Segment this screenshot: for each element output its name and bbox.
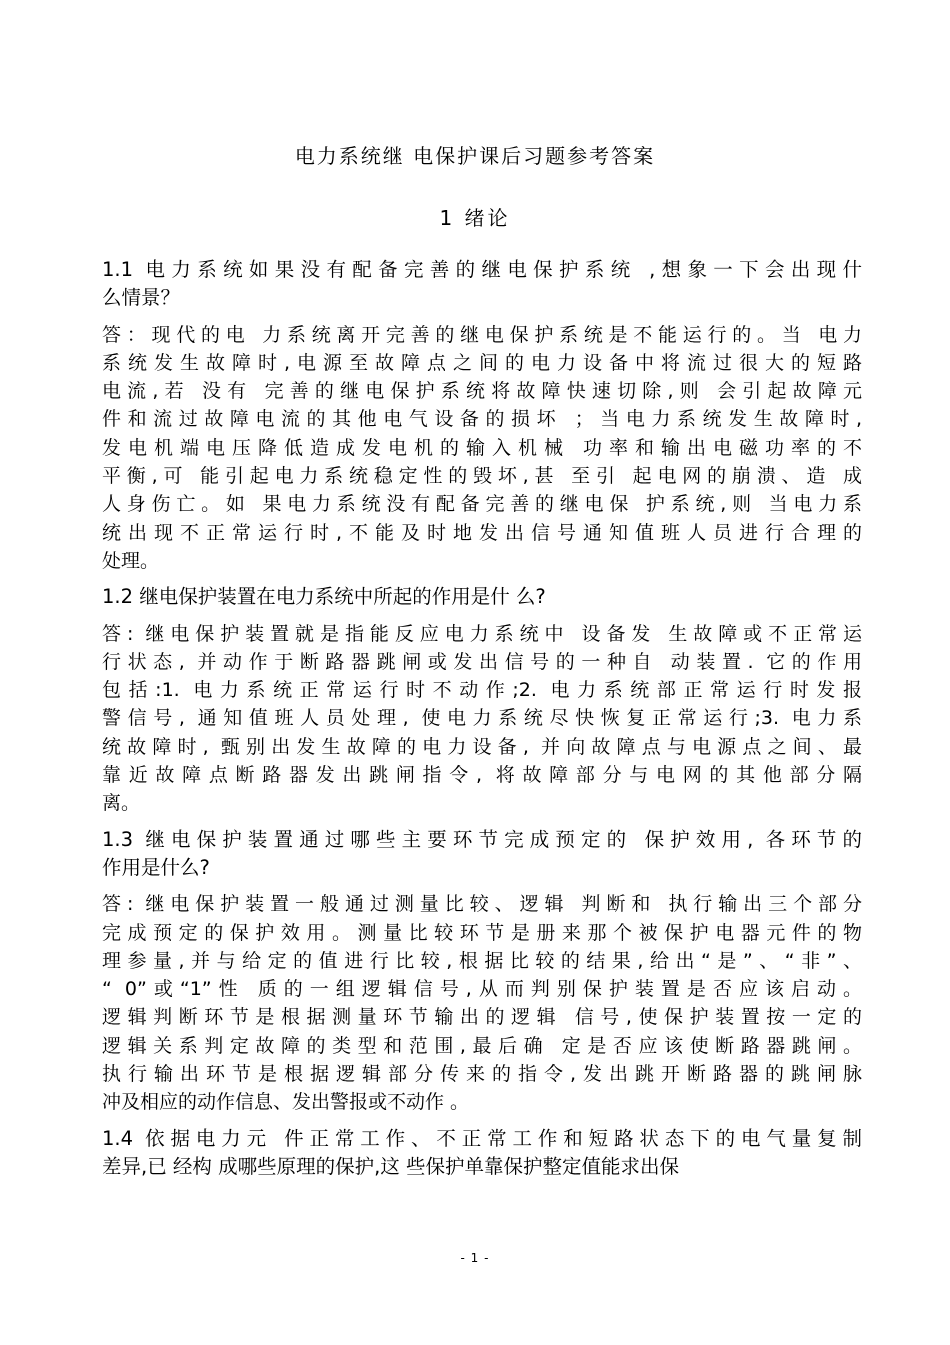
text-line: 1.3 继电保护装置通过哪些主要环节完成预定的 保护效用, 各环节的: [102, 827, 862, 851]
answer-paragraph: [102, 620, 862, 818]
text-line: 系统发生故障时,电源至故障点之间的电力设备中将流过很大的短路: [102, 351, 862, 374]
text-line: 电流,若 没有 完善的继电保护系统将故障快速切除,则 会引起故障元: [102, 380, 862, 403]
text-line: 答: 继电保护装置就是指能反应电力系统中 设备发 生故障或不正常运: [102, 622, 862, 645]
text-line: 答：现代的电 力系统离开完善的继电保护系统是不能运行的。当 电力: [102, 323, 862, 346]
answer-paragraph: [102, 321, 862, 576]
text-line: “ 0”或“1”性 质的一组逻辑信号,从而判别保护装置是否应该启动。: [102, 978, 862, 1001]
text-line: 警信号, 通知值班人员处理, 使电力系统尽快恢复正常运行;3. 电力系: [102, 707, 862, 730]
text-line: 件和流过故障电流的其他电气设备的损坏 ；当电力系统发生故障时,: [102, 408, 862, 431]
text-line: 靠近故障点断路器发出跳闸指令, 将故障部分与电网的其他部分隔: [102, 764, 862, 787]
text-line: 发电机端电压降低造成发电机的输入机械 功率和输出电磁功率的不: [102, 436, 862, 459]
question-paragraph: [102, 256, 862, 313]
text-line: 1.1 电力系统如果没有配备完善的继电保护系统 ,想象一下会出现什: [102, 258, 862, 281]
text-line: 统故障时, 甄别出发生故障的电力设备, 并向故障点与电源点之间、最: [102, 735, 862, 758]
chapter-title: 1 绪论: [439, 206, 511, 230]
text-line: 离。: [102, 792, 141, 815]
text-line: 完成预定的保护效用。测量比较环节是册来那个被保护电器元件的物: [102, 921, 862, 944]
text-line: 处理。: [102, 549, 160, 572]
answer-paragraph: [102, 890, 862, 1116]
text-line: 统出现不正常运行时,不能及时地发出信号通知值班人员进行合理的: [102, 521, 862, 544]
document-title: 电力系统继 电保护课后习题参考答案: [294, 144, 656, 168]
text-line: 冲及相应的动作信息、发出警报或不动作 。: [102, 1091, 470, 1114]
text-line: 1.2 继电保护装置在电力系统中所起的作用是什 么?: [102, 585, 546, 609]
text-line: 平衡,可 能引起电力系统稳定性的毁坏,甚 至引 起电网的崩溃、造 成: [102, 465, 862, 488]
question-paragraph: [102, 826, 862, 883]
text-line: 逻辑判断环节是根据测量环节输出的逻辑 信号,使保护装置按一定的: [102, 1006, 862, 1029]
text-line: 么情景？: [102, 286, 181, 310]
text-line: 1.4 依据电力元 件正常工作、不正常工作和短路状态下的电气量复制: [102, 1126, 862, 1150]
question-paragraph: [102, 583, 862, 611]
page-number: - 1 -: [460, 1251, 490, 1265]
text-line: 作用是什么?: [102, 855, 210, 879]
text-line: 行状态, 并动作于断路器跳闸或发出信号的一种自 动装置. 它的作用: [102, 650, 862, 673]
text-line: 执行输出环节是根据逻辑部分传来的指令,发出跳开断路器的跳闸脉: [102, 1063, 862, 1086]
document-body: [102, 256, 862, 1189]
text-line: 人身伤亡。如 果电力系统没有配备完善的继电保 护系统,则 当电力系: [102, 493, 862, 516]
text-line: 差异,已 经构 成哪些原理的保护,这 些保护单靠保护整定值能求出保: [102, 1154, 679, 1178]
text-line: 答: 继电保护装置一般通过测量比较、逻辑 判断和 执行输出三个部分: [102, 893, 862, 916]
text-line: 包括:1. 电力系统正常运行时不动作;2. 电力系统部正常运行时发报: [102, 679, 862, 702]
text-line: 理参量,并与给定的值进行比较,根据比较的结果,给出“是”、“非”、: [102, 949, 862, 972]
question-paragraph: [102, 1125, 862, 1182]
text-line: 逻辑关系判定故障的类型和范围,最后确 定是否应该使断路器跳闸。: [102, 1034, 862, 1057]
